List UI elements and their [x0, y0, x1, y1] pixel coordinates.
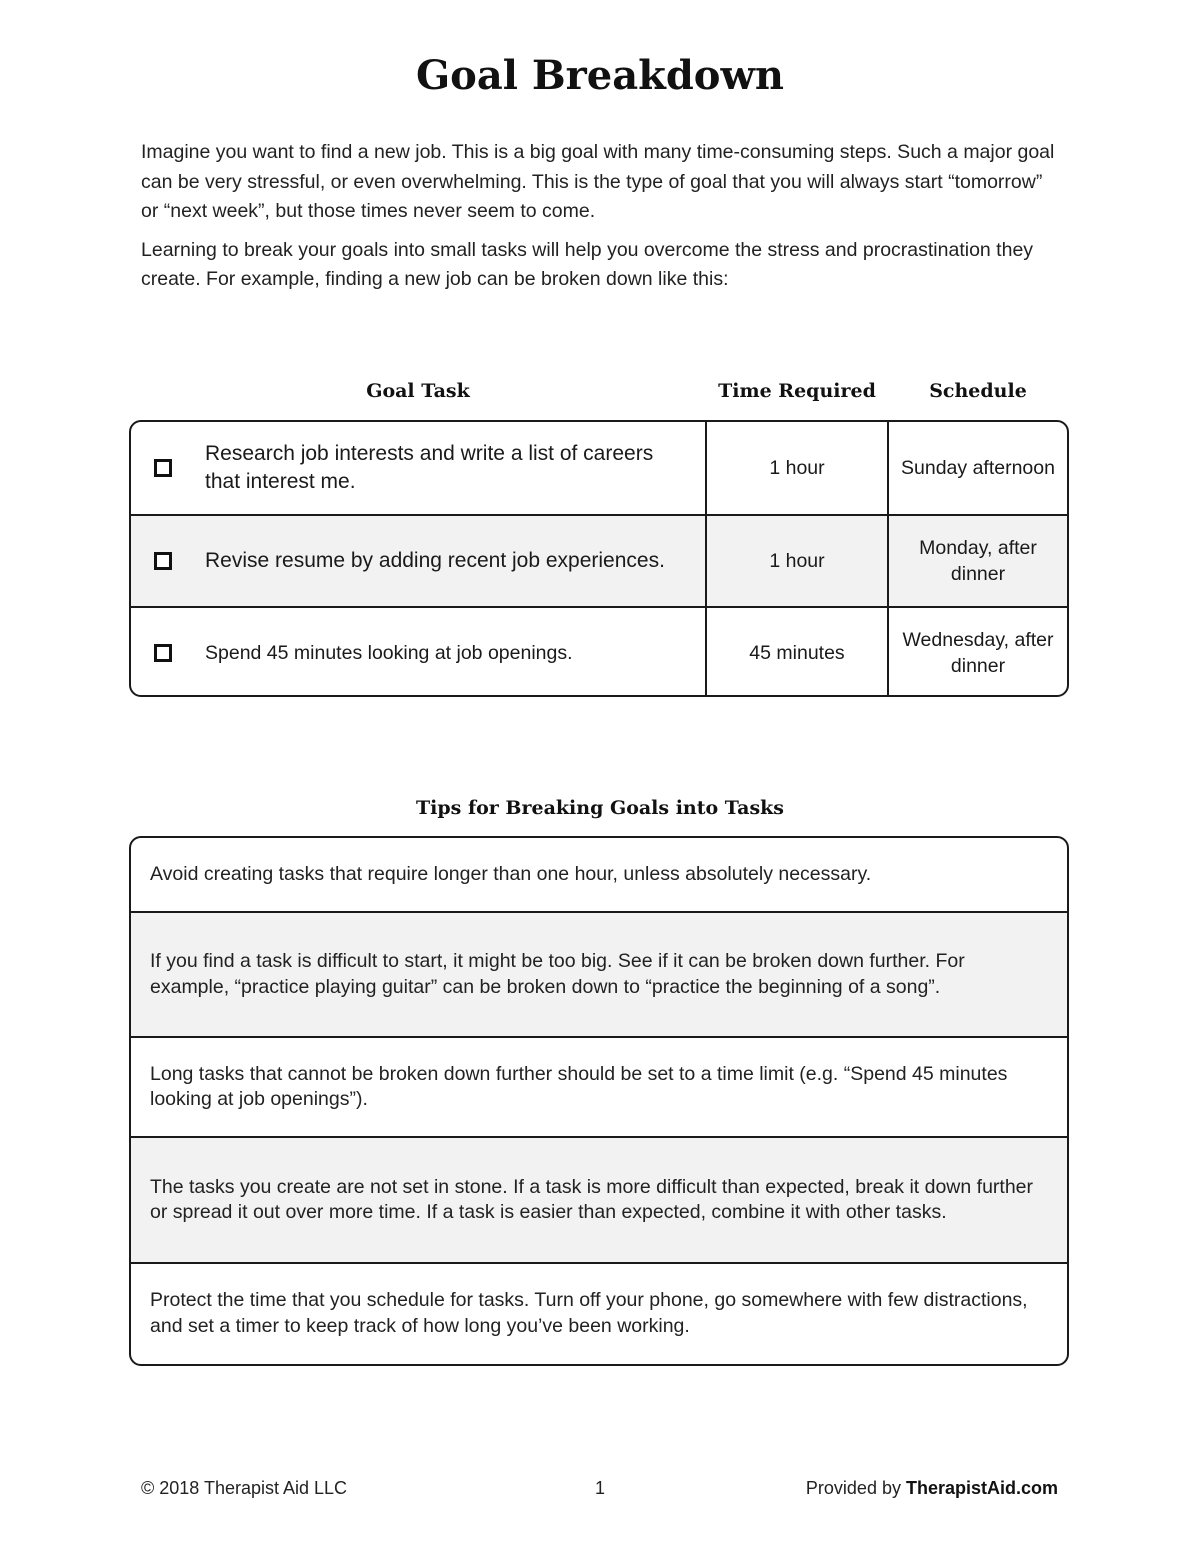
schedule-cell: Wednesday, after dinner	[902, 629, 1054, 677]
footer-copyright: © 2018 Therapist Aid LLC	[141, 1478, 348, 1498]
tip-item: Long tasks that cannot be broken down further should be set to a time limit (e.g. “Spend 45 minutes looking at job openings”).	[131, 1036, 1067, 1136]
tip-item: Protect the time that you schedule for tasks. Turn off your phone, go somewhere with few distractions, and set a timer to keep track of how long you’ve been working.	[131, 1262, 1067, 1363]
task-checkbox[interactable]	[154, 459, 172, 477]
column-header-schedule: Schedule	[929, 380, 1027, 402]
tips-heading: Tips for Breaking Goals into Tasks	[415, 797, 784, 819]
task-checkbox[interactable]	[154, 552, 172, 570]
tip-item: The tasks you create are not set in stone. If a task is more difficult than expected, break it down further or spread it out over more time. If a task is easier than expected, combine it with other tasks.	[131, 1136, 1067, 1262]
task-cell	[131, 608, 707, 697]
footer-provided-by	[806, 1478, 1058, 1499]
brand-link[interactable]: TherapistAid.com	[905, 1478, 1058, 1498]
schedule-cell: Sunday afternoon	[901, 457, 1055, 479]
page-title: Goal Breakdown	[415, 52, 784, 99]
time-cell: 1 hour	[707, 516, 889, 606]
task-cell	[131, 422, 707, 514]
tip-item: Avoid creating tasks that require longer than one hour, unless absolutely necessary.	[150, 862, 872, 885]
schedule-cell: Monday, after dinner	[919, 537, 1037, 585]
task-cell	[131, 516, 707, 606]
intro-text	[141, 138, 1061, 304]
table-row	[131, 606, 1067, 697]
goal-task-table	[129, 420, 1069, 697]
task-text: Spend 45 minutes looking at job openings.	[205, 642, 573, 664]
column-header-goal-task: Goal Task	[366, 380, 470, 402]
task-checkbox[interactable]	[154, 644, 172, 662]
task-text: Research job interests and write a list of careers that interest me.	[205, 442, 654, 493]
intro-paragraph-1: Imagine you want to find a new job. This is a big goal with many time-consuming steps. Such a major goal can be very stressful, or even overwhelming. This is the type of goal that you will always start “tomorrow” or “next week”, but those times never seem to come.	[141, 141, 1055, 222]
task-text: Revise resume by adding recent job experiences.	[205, 549, 665, 572]
intro-paragraph-2: Learning to break your goals into small tasks will help you overcome the stress and procrastination they create. For example, finding a new job can be broken down like this:	[141, 238, 1034, 290]
time-cell: 45 minutes	[707, 608, 889, 697]
tip-item: If you find a task is difficult to start, it might be too big. See if it can be broken down further. For example, “practice playing guitar” can be broken down to “practice the beginning of a song”.	[131, 911, 1067, 1036]
page-number: 1	[594, 1478, 605, 1498]
table-row	[131, 422, 1067, 514]
column-header-time-required: Time Required	[718, 380, 876, 402]
time-cell: 1 hour	[707, 422, 889, 514]
table-row	[131, 514, 1067, 606]
tips-table	[129, 836, 1069, 1366]
provided-by-prefix: Provided by	[805, 1478, 906, 1498]
